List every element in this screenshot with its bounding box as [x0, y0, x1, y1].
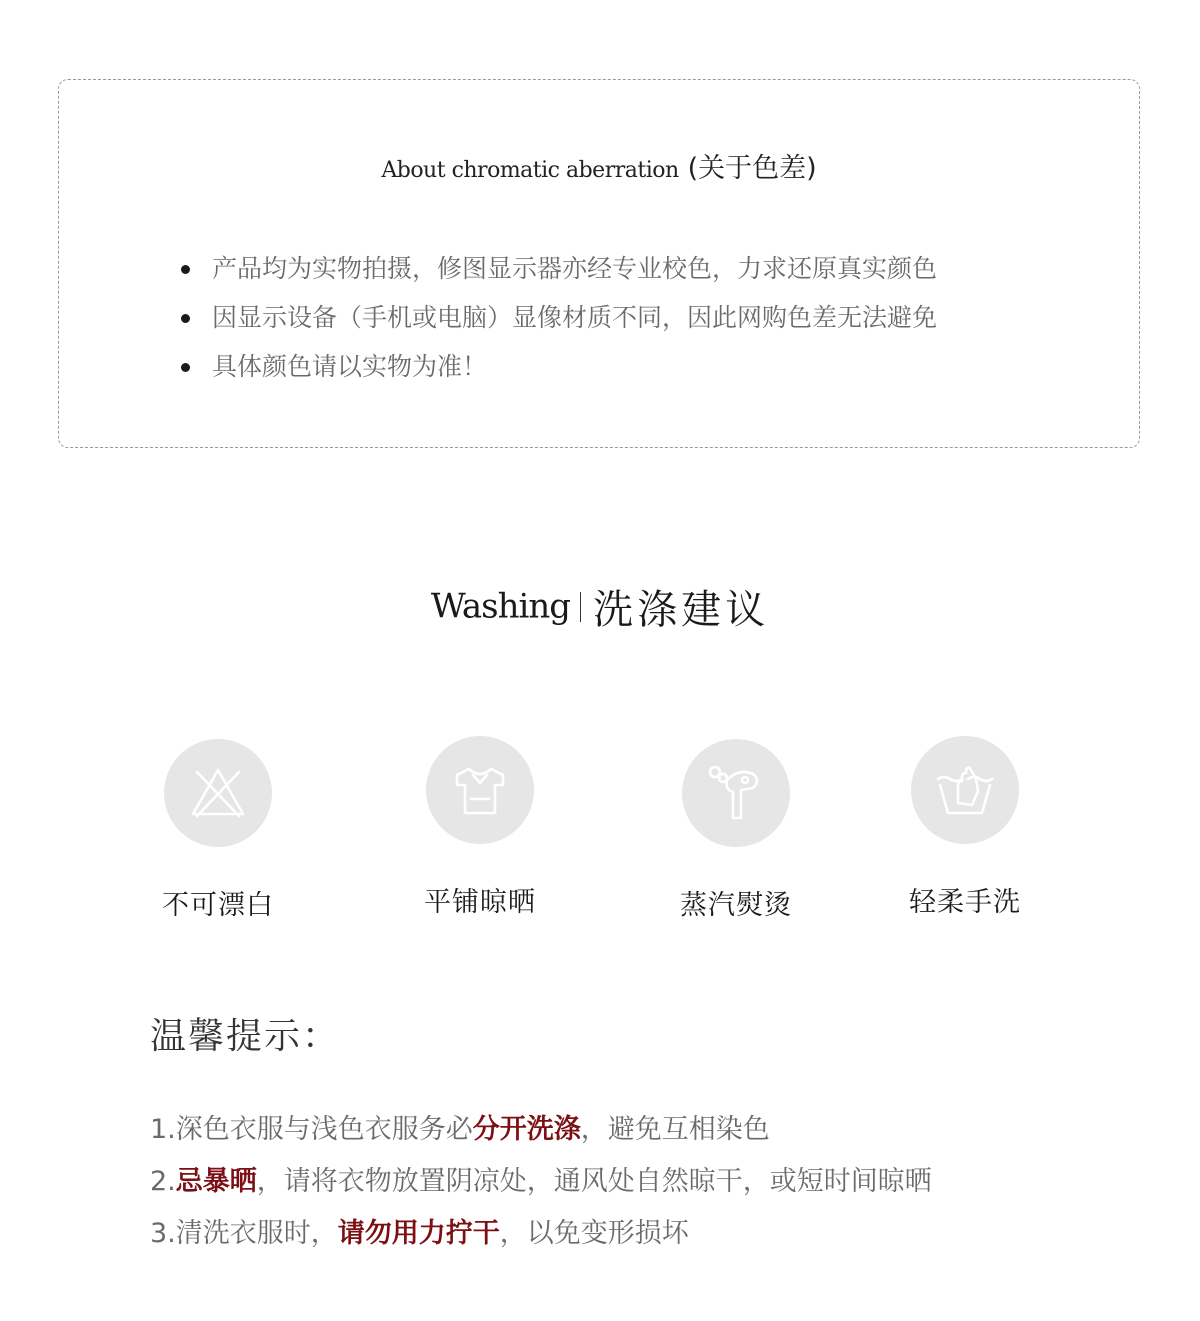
tip-text: 2. [150, 1166, 176, 1197]
steam-iron-icon [701, 758, 771, 828]
care-item-no-bleach [138, 739, 298, 922]
chromatic-title-cn: (关于色差) [687, 153, 817, 184]
tips-list [150, 1104, 932, 1260]
care-icon-circle [426, 736, 534, 844]
bullet-text: 具体颜色请以实物为准！ [212, 352, 488, 381]
bullet-dot-icon [181, 265, 190, 274]
care-label: 轻柔手洗 [909, 887, 1021, 918]
tip-highlight: 请勿用力拧干 [337, 1218, 500, 1249]
bullet-text: 产品均为实物拍摄，修图显示器亦经专业校色，力求还原真实颜色 [212, 254, 938, 283]
washing-title-en: Washing [430, 586, 571, 627]
tip-text: ，以免变形损坏 [499, 1218, 689, 1249]
care-item-dry-flat [400, 736, 560, 919]
washing-section-title [0, 578, 1200, 635]
chromatic-aberration-title [59, 146, 1139, 185]
care-item-steam-iron [656, 739, 816, 922]
hand-wash-icon [930, 755, 1000, 825]
no-bleach-icon [183, 758, 253, 828]
tip-highlight: 忌暴晒 [175, 1166, 257, 1197]
bullet-dot-icon [181, 363, 190, 372]
tip-text: 1.深色衣服与浅色衣服务必 [150, 1114, 473, 1145]
bullet-text: 因显示设备（手机或电脑）显像材质不同，因此网购色差无法避免 [212, 303, 938, 332]
care-label: 平铺晾晒 [424, 887, 536, 918]
care-icon-circle [682, 739, 790, 847]
care-icon-circle [164, 739, 272, 847]
chromatic-title-en: About chromatic aberration [381, 158, 679, 183]
title-separator [580, 592, 581, 622]
care-icon-circle [911, 736, 1019, 844]
tip-line [150, 1156, 932, 1208]
chromatic-bullet-list [181, 244, 937, 391]
tip-text: 3.清洗衣服时， [150, 1218, 338, 1249]
chromatic-aberration-box [58, 79, 1140, 448]
tips-heading: 温馨提示： [150, 1016, 341, 1057]
washing-title-cn: 洗涤建议 [593, 587, 770, 633]
tip-line [150, 1208, 932, 1260]
tip-text: ，请将衣物放置阴凉处，通风处自然晾干，或短时间晾晒 [256, 1166, 932, 1197]
care-label: 蒸汽熨烫 [680, 890, 792, 921]
dry-flat-icon [445, 755, 515, 825]
care-item-hand-wash [885, 736, 1045, 919]
list-item [181, 342, 937, 391]
care-label: 不可漂白 [162, 890, 274, 921]
list-item [181, 293, 937, 342]
bullet-dot-icon [181, 314, 190, 323]
tip-text: ，避免互相染色 [580, 1114, 770, 1145]
tip-highlight: 分开洗涤 [472, 1114, 581, 1145]
tip-line [150, 1104, 932, 1156]
list-item [181, 244, 937, 293]
